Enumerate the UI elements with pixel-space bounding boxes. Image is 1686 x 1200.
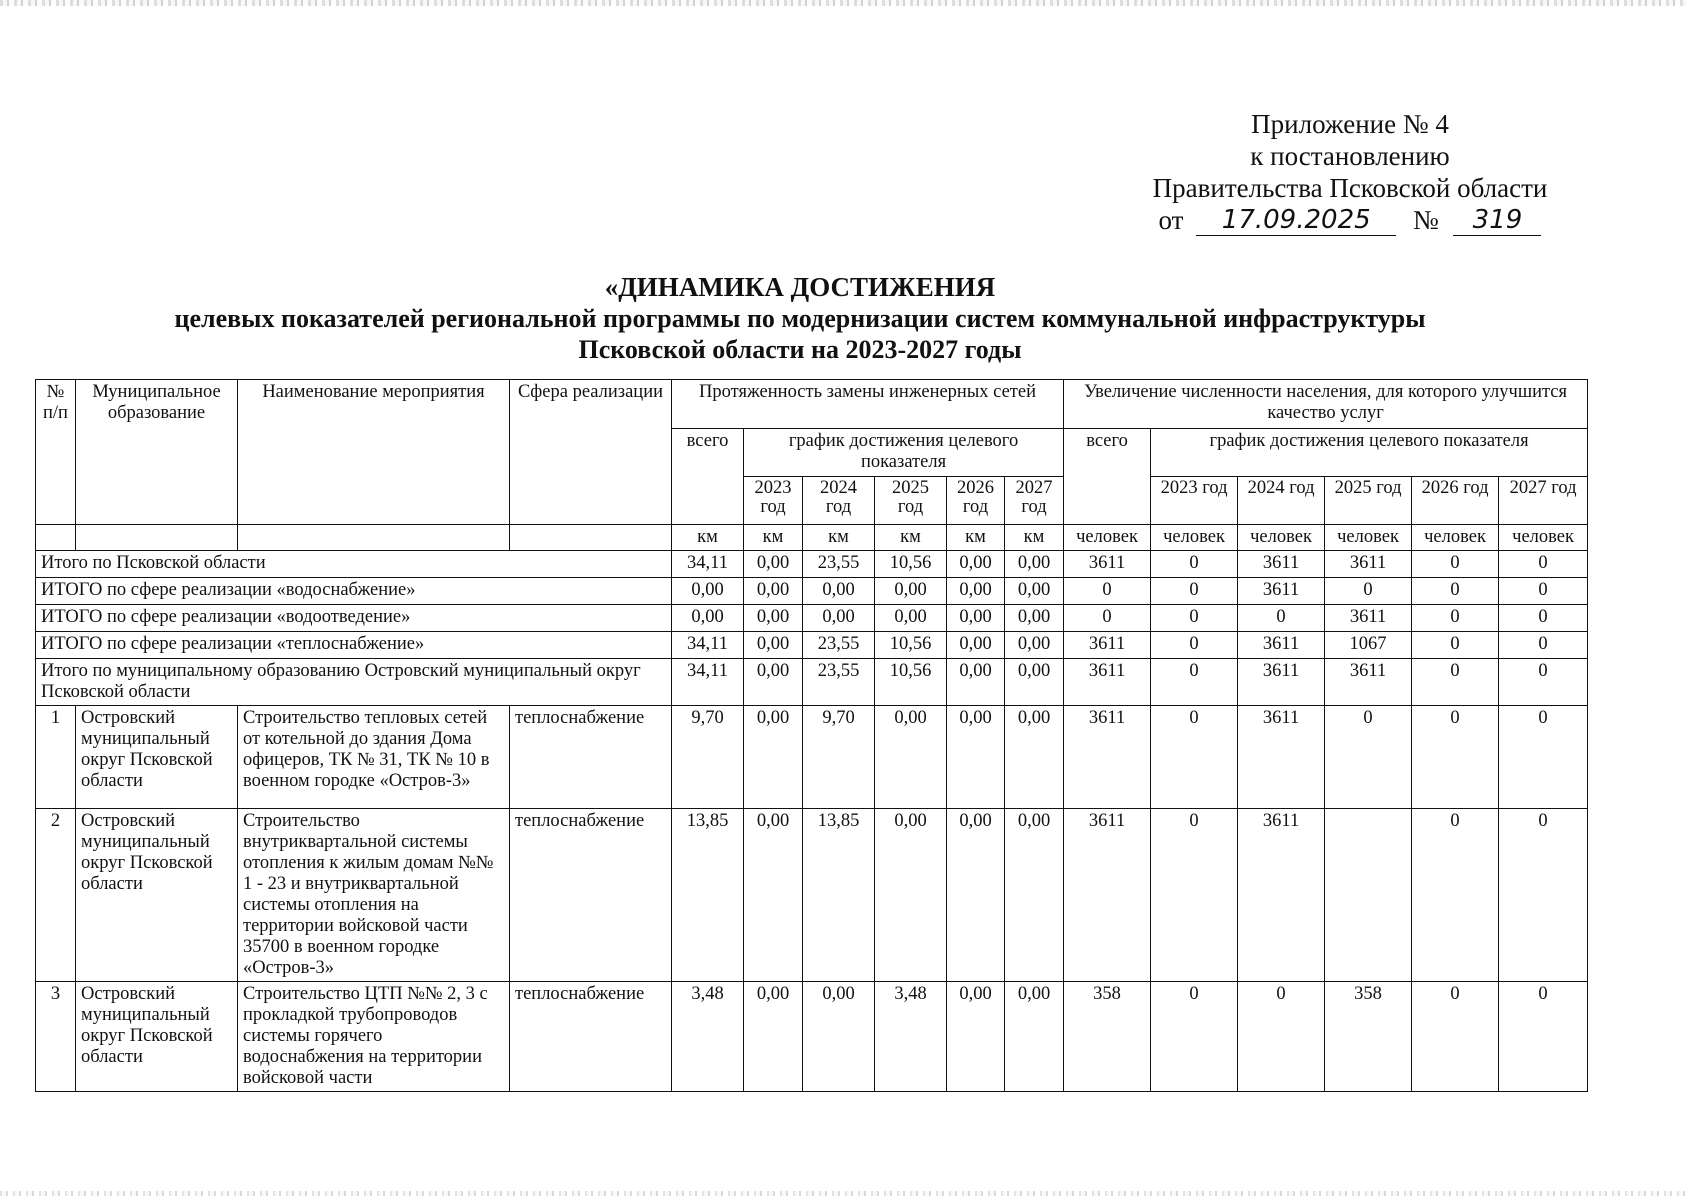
summary-value: 0 — [1499, 605, 1588, 632]
summary-value: 23,55 — [803, 659, 875, 706]
summary-value: 0 — [1499, 551, 1588, 578]
summary-value: 0 — [1499, 578, 1588, 605]
unit-people: человек — [1412, 525, 1499, 551]
row-number: 1 — [36, 706, 76, 809]
row-value: 13,85 — [672, 809, 744, 982]
summary-value: 0,00 — [744, 551, 803, 578]
indicators-table — [35, 379, 1588, 1092]
summary-value: 34,11 — [672, 551, 744, 578]
summary-value: 0,00 — [875, 578, 947, 605]
summary-value: 0 — [1499, 632, 1588, 659]
year-2025-networks: 2025 год — [875, 477, 947, 525]
header-row-1 — [36, 380, 1588, 429]
summary-label: Итого по муниципальному образованию Островский муниципальный округ Псковской области — [36, 659, 672, 706]
row-value: 0,00 — [744, 706, 803, 809]
summary-value: 10,56 — [875, 659, 947, 706]
year-2024-population: 2024 год — [1238, 477, 1325, 525]
appendix-block — [1120, 108, 1580, 238]
row-value: 0 — [1499, 982, 1588, 1092]
row-value: 13,85 — [803, 809, 875, 982]
summary-value: 0,00 — [744, 578, 803, 605]
summary-value: 0,00 — [744, 632, 803, 659]
row-event: Строительство тепловых сетей от котельной до здания Дома офицеров, ТК № 31, ТК № 10 в военном городке «Остров-3» — [238, 706, 510, 809]
unit-people: человек — [1499, 525, 1588, 551]
summary-value: 0,00 — [803, 605, 875, 632]
row-sphere: теплоснабжение — [510, 706, 672, 809]
appendix-date-line — [1120, 204, 1580, 238]
year-2023-networks: 2023 год — [744, 477, 803, 525]
row-value: 0 — [1151, 706, 1238, 809]
row-event: Строительство ЦТП №№ 2, 3 с прокладкой трубопроводов системы горячего водоснабжения на территории войсковой части — [238, 982, 510, 1092]
handwritten-date: 17.09.2025 — [1196, 205, 1396, 236]
row-value: 3611 — [1238, 706, 1325, 809]
row-value: 0 — [1151, 809, 1238, 982]
unit-people: человек — [1325, 525, 1412, 551]
scan-edge-top — [0, 0, 1686, 6]
table-row — [36, 706, 1588, 809]
year-2025-population: 2025 год — [1325, 477, 1412, 525]
summary-value: 0,00 — [947, 551, 1005, 578]
header-event: Наименование мероприятия — [238, 380, 510, 525]
summary-value: 1067 — [1325, 632, 1412, 659]
year-2027-population: 2027 год — [1499, 477, 1588, 525]
table-row — [36, 809, 1588, 982]
row-value: 0 — [1499, 809, 1588, 982]
summary-value: 0,00 — [947, 632, 1005, 659]
summary-value: 0 — [1151, 632, 1238, 659]
year-2023-population: 2023 год — [1151, 477, 1238, 525]
summary-label: Итого по Псковской области — [36, 551, 672, 578]
summary-value: 3611 — [1064, 659, 1151, 706]
summary-value: 0 — [1064, 578, 1151, 605]
year-2027-networks: 2027 год — [1005, 477, 1064, 525]
header-municipality: Муниципальное образование — [76, 380, 238, 525]
row-value: 3611 — [1238, 809, 1325, 982]
unit-empty — [36, 525, 76, 551]
summary-value: 0,00 — [1005, 632, 1064, 659]
summary-value: 0,00 — [947, 578, 1005, 605]
row-value: 0,00 — [875, 809, 947, 982]
header-population-group: Увеличение численности населения, для которого улучшится качество услуг — [1064, 380, 1588, 429]
unit-km: км — [672, 525, 744, 551]
summary-label: ИТОГО по сфере реализации «водоснабжение» — [36, 578, 672, 605]
summary-value: 0,00 — [744, 605, 803, 632]
summary-value: 0 — [1412, 659, 1499, 706]
row-municipality: Островский муниципальный округ Псковской области — [76, 706, 238, 809]
summary-value: 23,55 — [803, 551, 875, 578]
summary-value: 0 — [1238, 605, 1325, 632]
summary-label: ИТОГО по сфере реализации «теплоснабжение» — [36, 632, 672, 659]
row-value: 3611 — [1064, 706, 1151, 809]
row-value: 0 — [1238, 982, 1325, 1092]
document-title — [60, 272, 1540, 365]
title-line-2: целевых показателей региональной программы по модернизации систем коммунальной инфраструктуры — [174, 304, 1426, 333]
row-value: 358 — [1325, 982, 1412, 1092]
header-num: № п/п — [36, 380, 76, 525]
unit-people: человек — [1064, 525, 1151, 551]
unit-empty — [510, 525, 672, 551]
scan-edge-bottom — [0, 1191, 1686, 1196]
summary-value: 0,00 — [1005, 551, 1064, 578]
summary-row — [36, 632, 1588, 659]
row-value: 0,00 — [947, 706, 1005, 809]
summary-value: 0 — [1325, 578, 1412, 605]
row-value: 0 — [1151, 982, 1238, 1092]
unit-km: км — [803, 525, 875, 551]
summary-value: 0,00 — [875, 605, 947, 632]
row-value: 0,00 — [1005, 809, 1064, 982]
summary-value: 23,55 — [803, 632, 875, 659]
summary-value: 0,00 — [744, 659, 803, 706]
unit-km: км — [947, 525, 1005, 551]
header-population-total: всего — [1064, 429, 1151, 525]
summary-value: 0 — [1412, 632, 1499, 659]
row-municipality: Островский муниципальный округ Псковской области — [76, 809, 238, 982]
summary-value: 0,00 — [1005, 605, 1064, 632]
header-networks-group: Протяженность замены инженерных сетей — [672, 380, 1064, 429]
row-value: 358 — [1064, 982, 1151, 1092]
summary-value: 3611 — [1325, 605, 1412, 632]
number-prefix: № — [1412, 205, 1439, 235]
unit-people: человек — [1151, 525, 1238, 551]
summary-value: 10,56 — [875, 551, 947, 578]
summary-value: 10,56 — [875, 632, 947, 659]
summary-value: 0,00 — [1005, 578, 1064, 605]
summary-value: 3611 — [1238, 659, 1325, 706]
summary-row — [36, 578, 1588, 605]
row-value: 0,00 — [744, 982, 803, 1092]
unit-km: км — [875, 525, 947, 551]
summary-value: 3611 — [1238, 632, 1325, 659]
unit-people: человек — [1238, 525, 1325, 551]
row-value: 0,00 — [875, 706, 947, 809]
summary-value: 3611 — [1325, 659, 1412, 706]
header-networks-total: всего — [672, 429, 744, 525]
row-value: 0 — [1412, 982, 1499, 1092]
summary-value: 0 — [1151, 605, 1238, 632]
unit-km: км — [1005, 525, 1064, 551]
row-value: 0 — [1499, 706, 1588, 809]
summary-value: 0 — [1412, 551, 1499, 578]
row-municipality: Островский муниципальный округ Псковской области — [76, 982, 238, 1092]
summary-value: 0,00 — [672, 578, 744, 605]
summary-value: 0,00 — [1005, 659, 1064, 706]
unit-empty — [76, 525, 238, 551]
appendix-line-3: Правительства Псковской области — [1152, 173, 1548, 203]
summary-value: 0 — [1499, 659, 1588, 706]
row-number: 2 — [36, 809, 76, 982]
header-sphere: Сфера реализации — [510, 380, 672, 525]
summary-value: 34,11 — [672, 632, 744, 659]
handwritten-number: 319 — [1453, 205, 1541, 236]
summary-value: 3611 — [1064, 551, 1151, 578]
summary-value: 0 — [1412, 605, 1499, 632]
summary-value: 3611 — [1238, 551, 1325, 578]
summary-value: 0,00 — [947, 659, 1005, 706]
header-networks-schedule: график достижения целевого показателя — [744, 429, 1064, 477]
row-value: 3,48 — [875, 982, 947, 1092]
title-line-1: «ДИНАМИКА ДОСТИЖЕНИЯ — [604, 272, 996, 302]
row-value: 9,70 — [672, 706, 744, 809]
appendix-line-2: к постановлению — [1250, 141, 1450, 171]
year-2026-population: 2026 год — [1412, 477, 1499, 525]
summary-value: 3611 — [1064, 632, 1151, 659]
summary-value: 0 — [1412, 578, 1499, 605]
year-2024-networks: 2024 год — [803, 477, 875, 525]
row-sphere: теплоснабжение — [510, 809, 672, 982]
row-value: 0,00 — [947, 809, 1005, 982]
summary-value: 0,00 — [803, 578, 875, 605]
summary-value: 0 — [1151, 551, 1238, 578]
units-row — [36, 525, 1588, 551]
row-value: 9,70 — [803, 706, 875, 809]
row-sphere: теплоснабжение — [510, 982, 672, 1092]
summary-value: 3611 — [1325, 551, 1412, 578]
row-value: 3611 — [1064, 809, 1151, 982]
row-value: 0 — [1412, 706, 1499, 809]
unit-km: км — [744, 525, 803, 551]
summary-row — [36, 551, 1588, 578]
row-event: Строительство внутриквартальной системы отопления к жилым домам №№ 1 - 23 и внутриквартальной системы отопления на территории войсковой части 35700 в военном городке «Остров-3» — [238, 809, 510, 982]
summary-value: 0,00 — [672, 605, 744, 632]
row-value: 3,48 — [672, 982, 744, 1092]
row-value: 0 — [1325, 706, 1412, 809]
summary-value: 0 — [1151, 659, 1238, 706]
summary-value: 0 — [1064, 605, 1151, 632]
header-population-schedule: график достижения целевого показателя — [1151, 429, 1588, 477]
summary-row — [36, 659, 1588, 706]
row-value: 0,00 — [947, 982, 1005, 1092]
date-prefix: от — [1158, 205, 1184, 235]
summary-value: 3611 — [1238, 578, 1325, 605]
year-2026-networks: 2026 год — [947, 477, 1005, 525]
row-value: 0,00 — [744, 809, 803, 982]
row-value: 0 — [1412, 809, 1499, 982]
summary-value: 0 — [1151, 578, 1238, 605]
row-number: 3 — [36, 982, 76, 1092]
summary-value: 0,00 — [947, 605, 1005, 632]
row-value: 0,00 — [1005, 706, 1064, 809]
row-value — [1325, 809, 1412, 982]
row-value: 0,00 — [1005, 982, 1064, 1092]
appendix-line-1: Приложение № 4 — [1251, 109, 1449, 139]
title-line-3: Псковской области на 2023-2027 годы — [578, 335, 1022, 364]
summary-label: ИТОГО по сфере реализации «водоотведение» — [36, 605, 672, 632]
table-row — [36, 982, 1588, 1092]
summary-value: 34,11 — [672, 659, 744, 706]
summary-row — [36, 605, 1588, 632]
row-value: 0,00 — [803, 982, 875, 1092]
unit-empty — [238, 525, 510, 551]
